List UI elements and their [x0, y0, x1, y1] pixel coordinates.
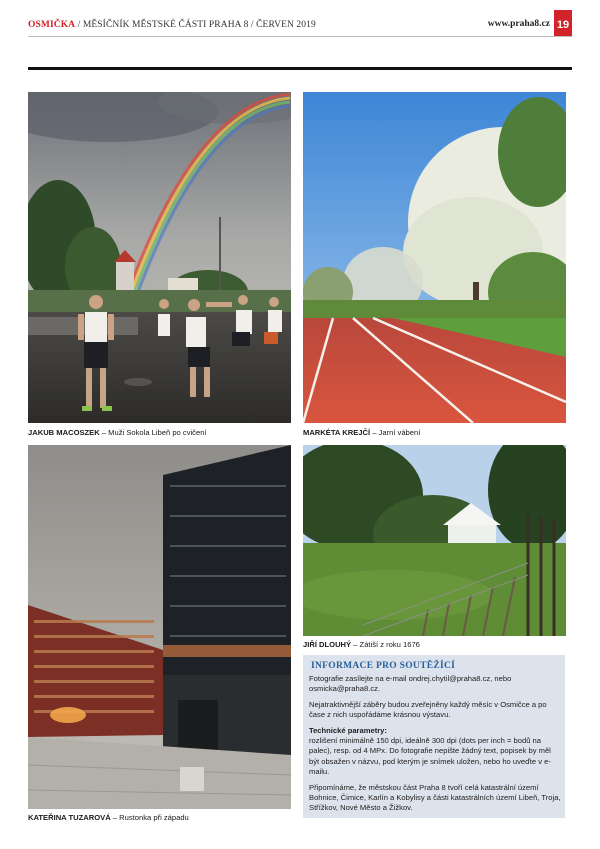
header-divider	[28, 36, 572, 37]
caption-photo-3	[28, 813, 189, 822]
website-url[interactable]: www.praha8.cz	[487, 19, 550, 29]
contest-info-box	[303, 655, 565, 818]
photo-author: MARKÉTA KREJČÍ	[303, 428, 371, 437]
photo-cottage	[303, 445, 566, 636]
page-number: 19	[554, 10, 572, 36]
photo-title: – Rustonka při západu	[110, 813, 189, 822]
photo-title: – Jarní vábení	[370, 428, 421, 437]
page-header	[28, 16, 572, 34]
photo-title: – Muži Sokola Libeň po cvičení	[99, 428, 207, 437]
photo-author: JAKUB MACOSZEK	[28, 428, 100, 437]
photo-rustonka	[28, 445, 291, 809]
photo-author: JIŘÍ DLOUHÝ	[303, 640, 352, 649]
photo-running-track	[303, 92, 566, 423]
info-exhibition-paragraph: Nejatraktivnější záběry budou zveřejněny každý měsíc v Osmičce a po čase z nich uspořádáme krásnou výstavu.	[309, 699, 547, 720]
magazine-name: OSMIČKA	[28, 20, 76, 30]
header-left	[28, 19, 316, 30]
info-body	[309, 674, 561, 819]
photo-author: KATEŘINA TUZAROVÁ	[28, 813, 111, 822]
info-technical-heading: Technické parametry:	[309, 725, 387, 735]
section-divider	[28, 67, 572, 70]
issue-info: / MĚSÍČNÍK MĚSTSKÉ ČÁSTI PRAHA 8 / ČERVEN 2019	[75, 20, 316, 30]
info-title: INFORMACE PRO SOUTĚŽÍCÍ	[311, 661, 456, 671]
info-email-paragraph: Fotografie zasílejte na e-mail ondrej.chytil@praha8.cz, nebo osmicka@praha8.cz.	[309, 674, 512, 694]
caption-photo-4	[303, 640, 420, 649]
info-technical-paragraph: rozlišení minimálně 150 dpi, ideálně 300 dpi (dots per inch = bodů na palec), resp. od 4 MPx. Do fotografie nepište žádný text, popisek by měl být obsažen v názvu, pod kterým je snímek uložen, nebo ho uveďte v e-mailu.	[309, 736, 551, 777]
caption-photo-1	[28, 428, 207, 437]
photo-title: – Zátiší z roku 1676	[351, 640, 420, 649]
caption-photo-2	[303, 428, 420, 437]
photo-sokol-men	[28, 92, 291, 423]
info-district-paragraph: Připomínáme, že městskou část Praha 8 tvoří celá katastrální území Bohnice, Čimice, Karlín a Kobylisy a části katastrálních území Libeň, Troja, Střížkov, Nové Město a Žižkov.	[309, 782, 561, 813]
